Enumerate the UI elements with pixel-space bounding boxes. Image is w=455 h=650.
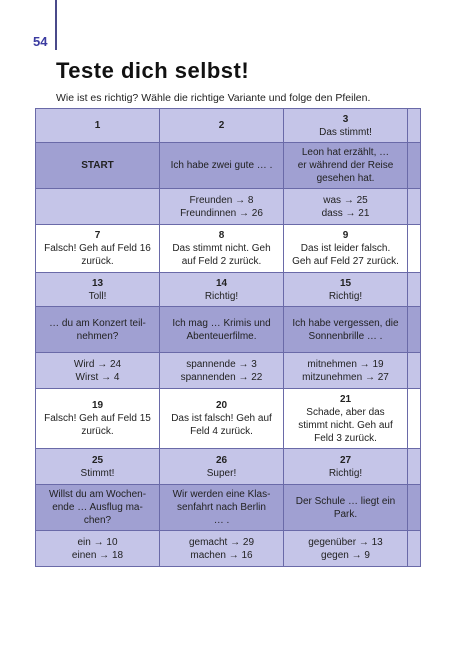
field-text: Das stimmt!: [319, 126, 372, 138]
board-cell: [36, 531, 160, 567]
board-cell: [36, 389, 160, 449]
field-text: Stimmt!: [80, 467, 115, 479]
field-text: Schade, aber das stimmt nicht. Geh auf Feld 3 zurück.: [298, 406, 393, 444]
field-text: Wir werden eine Klas- senfahrt nach Berlin … .: [172, 489, 271, 526]
field-text: Willst du am Wochen- ende … Ausflug ma- chen?: [48, 489, 147, 526]
field-text: gemacht → 29 machen → 16: [188, 536, 255, 561]
field-text: Toll!: [88, 290, 107, 302]
field-text: Super!: [206, 467, 237, 479]
board-cell: [160, 389, 284, 449]
board-edge-cell: [408, 531, 421, 567]
board-row: [36, 273, 421, 307]
field-text: was → 25 dass → 21: [321, 194, 370, 219]
page-edge-line: [55, 0, 57, 50]
board-cell: [160, 531, 284, 567]
board-cell: [160, 273, 284, 307]
board-row: [36, 189, 421, 225]
board-row: [36, 531, 421, 567]
board-row: [36, 353, 421, 389]
field-number: 2: [218, 120, 225, 131]
board-cell: [36, 189, 160, 225]
board-cell: [36, 109, 160, 143]
board-cell: [160, 225, 284, 273]
board-cell: [36, 225, 160, 273]
board-cell: [284, 307, 408, 353]
board-edge-cell: [408, 353, 421, 389]
board-cell: [284, 485, 408, 531]
field-text: Ich habe zwei gute … .: [170, 160, 273, 171]
field-number: 25: [91, 454, 104, 466]
field-number: 13: [91, 277, 104, 289]
field-number: 20: [215, 400, 228, 411]
board-cell: [36, 485, 160, 531]
board-row: [36, 109, 421, 143]
field-number: 9: [342, 230, 349, 241]
instruction-text: Wie ist es richtig? Wähle die richtige Variante und folge den Pfeilen.: [56, 92, 371, 104]
board-cell: [160, 189, 284, 225]
board-cell: [284, 449, 408, 485]
board-edge-cell: [408, 485, 421, 531]
board-cell: [36, 449, 160, 485]
field-number: 19: [91, 400, 104, 411]
field-text: Falsch! Geh auf Feld 16 zurück.: [44, 243, 151, 267]
board-cell: [284, 143, 408, 189]
field-text: Freunden → 8 Freundinnen → 26: [180, 194, 263, 219]
board-edge-cell: [408, 143, 421, 189]
board-cell: [160, 143, 284, 189]
field-text: Richtig!: [328, 467, 363, 479]
field-text: mitnehmen → 19 mitzunehmen → 27: [302, 358, 389, 383]
board-row: [36, 449, 421, 485]
field-text: Falsch! Geh auf Feld 15 zurück.: [44, 413, 151, 437]
board-edge-cell: [408, 109, 421, 143]
field-text: Richtig!: [328, 290, 363, 302]
board-cell: [284, 225, 408, 273]
field-number: 14: [215, 277, 228, 289]
board-row: [36, 143, 421, 189]
field-number: 8: [218, 230, 225, 241]
start-label: START: [81, 160, 114, 171]
board-row: [36, 389, 421, 449]
field-text: Ich mag … Krimis und Abenteuerfilme.: [172, 317, 271, 342]
field-text: Ich habe vergessen, die Sonnenbrille … .: [292, 317, 399, 342]
board-edge-cell: [408, 389, 421, 449]
board-cell: [284, 531, 408, 567]
field-text: … du am Konzert teil- nehmen?: [49, 317, 146, 342]
field-text: Das ist leider falsch. Geh auf Feld 27 zurück.: [292, 243, 399, 267]
board-cell: [284, 273, 408, 307]
page-number: 54: [33, 34, 48, 49]
board-cell: [36, 143, 160, 189]
board-edge-cell: [408, 307, 421, 353]
board-cell: [36, 353, 160, 389]
board-cell: [160, 485, 284, 531]
board-edge-cell: [408, 273, 421, 307]
board-cell: [284, 109, 408, 143]
field-number: 21: [339, 393, 352, 405]
field-number: 27: [339, 454, 352, 466]
field-text: Das stimmt nicht. Geh auf Feld 2 zurück.: [172, 243, 271, 267]
board-edge-cell: [408, 449, 421, 485]
board-cell: [36, 273, 160, 307]
field-number: 15: [339, 277, 352, 289]
field-text: Das ist falsch! Geh auf Feld 4 zurück.: [171, 413, 272, 437]
field-text: Richtig!: [204, 290, 239, 302]
board-row: [36, 307, 421, 353]
field-number: 26: [215, 454, 228, 466]
field-text: Der Schule … liegt ein Park.: [295, 495, 396, 520]
field-text: gegenüber → 13 gegen → 9: [308, 536, 383, 561]
board-cell: [160, 307, 284, 353]
board-row: [36, 485, 421, 531]
board-cell: [160, 353, 284, 389]
board-cell: [284, 189, 408, 225]
board-cell: [160, 109, 284, 143]
board-row: [36, 225, 421, 273]
field-text: ein → 10 einen → 18: [71, 536, 124, 561]
field-number: 7: [94, 230, 101, 241]
field-text: Wird → 24 Wirst → 4: [73, 358, 122, 383]
field-number: 1: [94, 120, 101, 131]
board-cell: [36, 307, 160, 353]
board-edge-cell: [408, 189, 421, 225]
field-text: spannende → 3 spannenden → 22: [180, 358, 263, 383]
board-cell: [160, 449, 284, 485]
page-title: Teste dich selbst!: [56, 58, 250, 83]
field-number: 3: [342, 113, 349, 125]
board-cell: [284, 389, 408, 449]
board-edge-cell: [408, 225, 421, 273]
board-cell: [284, 353, 408, 389]
game-board-table: [35, 108, 421, 567]
field-text: Leon hat erzählt, … er während der Reise gesehen hat.: [297, 147, 394, 184]
